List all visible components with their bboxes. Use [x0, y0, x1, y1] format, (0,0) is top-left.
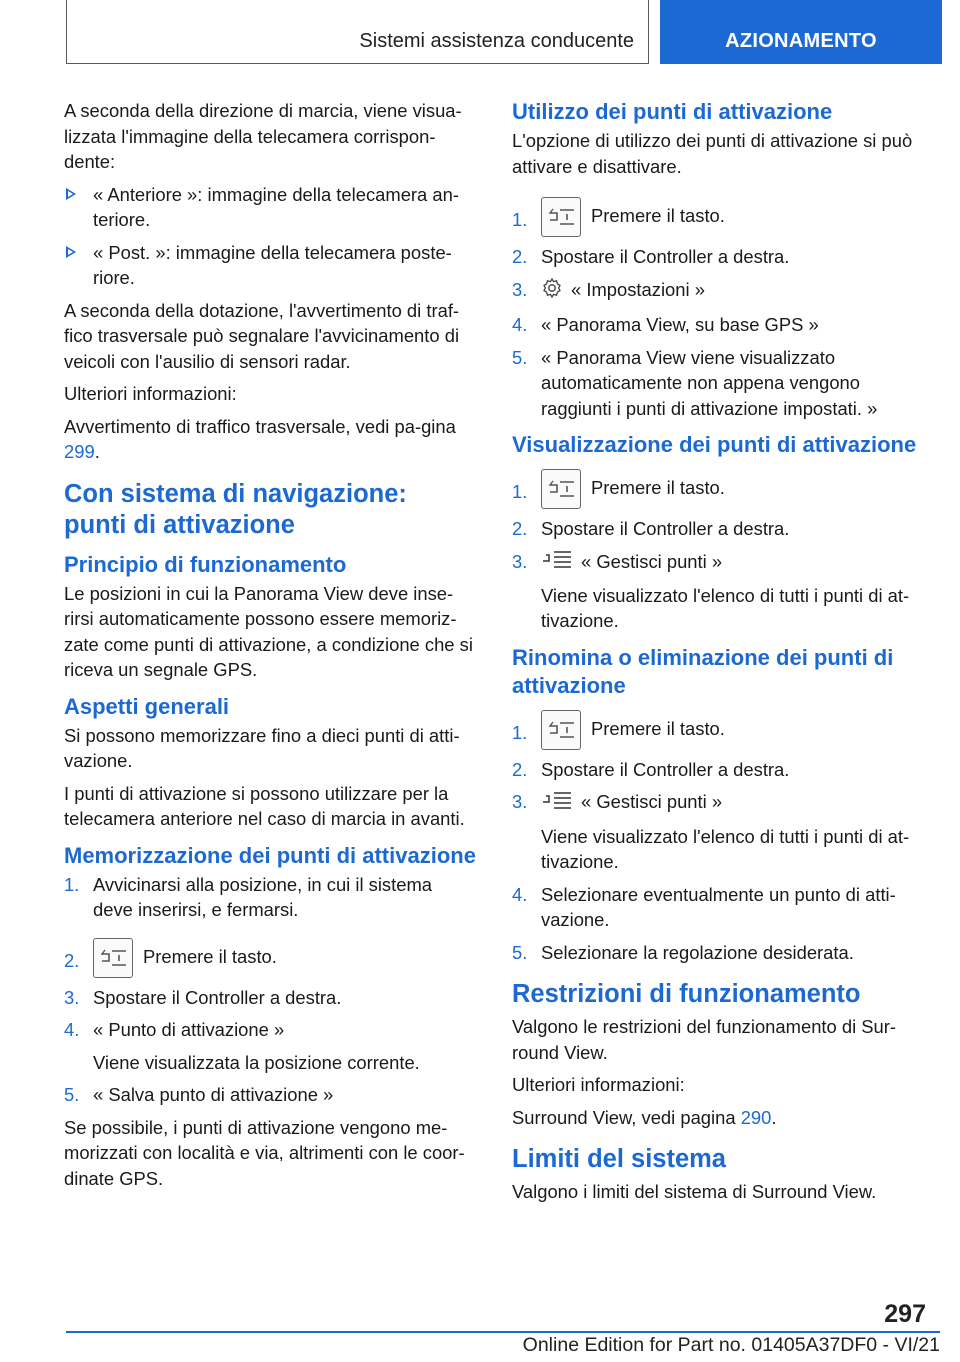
heading-principle: Principio di funzionamento — [64, 551, 347, 577]
heading-system-limits: Limiti del sistema — [512, 1145, 726, 1174]
use-step-1: 1. Premere il tasto. — [512, 189, 928, 237]
store-step-1: 1. Avvicinarsi alla posizione, in cui il sistema deve inserirsi, e fermarsi. — [64, 873, 433, 920]
limits-paragraph: Valgono i limiti del sistema di Surround View. — [512, 1181, 877, 1203]
rename-step-1: 1. Premere il tasto. — [512, 702, 928, 750]
cross-traffic-paragraph: A seconda della dotazione, l'avvertimento di traf-fico trasversale può segnalare l'avvicinamento di veicoli con l'ausilio di sensori radar. — [64, 299, 460, 372]
footer-divider — [66, 1331, 862, 1333]
page-link-290[interactable]: 290 — [740, 1106, 772, 1128]
bullet-item: « Post. »: immagine della telecamera poste-riore. — [64, 240, 476, 291]
general-paragraph-2: I punti di attivazione si possono utilizzare per la telecamera anteriore nel caso di marcia in avanti. — [64, 782, 465, 829]
rename-step-3: 3. « Gestisci punti » Viene visualizzato l'elenco di tutti i punti di at-tivazione. — [512, 791, 910, 873]
surround-view-ref: Surround View, vedi pagina 290. — [512, 1106, 777, 1128]
use-step-4: 4. « Panorama View, su base GPS » — [512, 314, 819, 335]
bullet-item: « Anteriore »: immagine della telecamera an-teriore. — [64, 182, 476, 233]
heading-use-points: Utilizzo dei punti di attivazione — [512, 99, 833, 124]
use-paragraph: L'opzione di utilizzo dei punti di attivazione si può attivare e disattivare. — [512, 130, 913, 177]
header-section-tab — [66, 0, 649, 64]
store-step-4: 4. « Punto di attivazione » Viene visualizzata la posizione corrente. — [64, 1019, 420, 1073]
show-step-3: 3. « Gestisci punti » Viene visualizzato l'elenco di tutti i punti di at-tivazione. — [512, 550, 910, 632]
bullet-triangle-icon — [66, 246, 76, 258]
rename-step-5: 5. Selezionare la regolazione desiderata. — [512, 941, 854, 963]
header-chapter-tab[interactable] — [660, 0, 942, 64]
left-column — [64, 98, 476, 1198]
show-step-2: 2. Spostare il Controller a destra. — [512, 518, 790, 539]
cross-traffic-ref: Avvertimento di traffico trasversale, vedi pa-gina 299. — [64, 415, 456, 462]
page-link-299[interactable]: 299 — [64, 441, 95, 462]
heading-restrictions: Restrizioni di funzionamento — [512, 980, 861, 1009]
heading-general: Aspetti generali — [64, 693, 230, 719]
restrictions-paragraph: Valgono le restrizioni del funzionamento di Sur-round View. — [512, 1016, 897, 1063]
store-step-3: 3. Spostare il Controller a destra. — [64, 986, 342, 1008]
heading-rename-points: Rinomina o eliminazione dei punti di attivazione — [512, 644, 894, 698]
heading-navigation-activation-points: Con sistema di navigazione: punti di attivazione — [64, 479, 407, 539]
page-number: 297 — [884, 1300, 926, 1328]
camera-button-icon[interactable] — [93, 938, 133, 978]
camera-button-icon[interactable] — [541, 197, 581, 237]
camera-button-icon[interactable] — [541, 469, 581, 509]
restrictions-more-info: Ulteriori informazioni: — [512, 1074, 685, 1096]
store-step-2: 2. Premere il tasto. — [64, 930, 476, 978]
gear-icon — [541, 277, 563, 306]
header-section-title: Sistemi assistenza conducente — [359, 30, 634, 52]
header-chapter-title: AZIONAMENTO — [725, 30, 877, 52]
intro-paragraph: A seconda della direzione di marcia, viene visua-lizzata l'immagine della telecamera corrispon-dente: — [64, 100, 462, 172]
rename-step-2: 2. Spostare il Controller a destra. — [512, 758, 790, 780]
heading-store-points: Memorizzazione dei punti di attivazione — [64, 842, 476, 868]
use-step-2: 2. Spostare il Controller a destra. — [512, 246, 790, 267]
right-column — [512, 98, 928, 1212]
more-info-label: Ulteriori informazioni: — [64, 383, 237, 404]
use-step-5: 5. « Panorama View viene visualizzato automaticamente non appena vengono raggiunti i punti di attivazione impostati. » — [512, 346, 878, 419]
store-step-5: 5. « Salva punto di attivazione » — [64, 1084, 334, 1105]
use-step-3: 3. « Impostazioni » — [512, 277, 928, 306]
general-paragraph-1: Si possono memorizzare fino a dieci punti di atti-vazione. — [64, 724, 460, 771]
store-after-paragraph: Se possibile, i punti di attivazione vengono me-morizzati con località e via, altrimenti con le coor-dinate GPS. — [64, 1116, 465, 1189]
heading-show-points: Visualizzazione dei punti di attivazione — [512, 432, 917, 457]
principle-paragraph: Le posizioni in cui la Panorama View deve inse-rirsi automaticamente possono essere memoriz-zate come punti di attivazione, a condizione che si riceva un segnale GPS. — [64, 582, 473, 680]
bullet-triangle-icon — [66, 188, 76, 200]
rename-step-4: 4. Selezionare eventualmente un punto di atti-vazione. — [512, 883, 896, 931]
manage-points-icon — [541, 790, 573, 817]
camera-button-icon[interactable] — [541, 710, 581, 750]
manage-points-icon — [541, 549, 573, 576]
footer-edition: Online Edition for Part no. 01405A37DF0 - VI/21 — [522, 1334, 940, 1356]
show-step-1: 1. Premere il tasto. — [512, 461, 928, 509]
footer-divider-right — [862, 1331, 940, 1333]
